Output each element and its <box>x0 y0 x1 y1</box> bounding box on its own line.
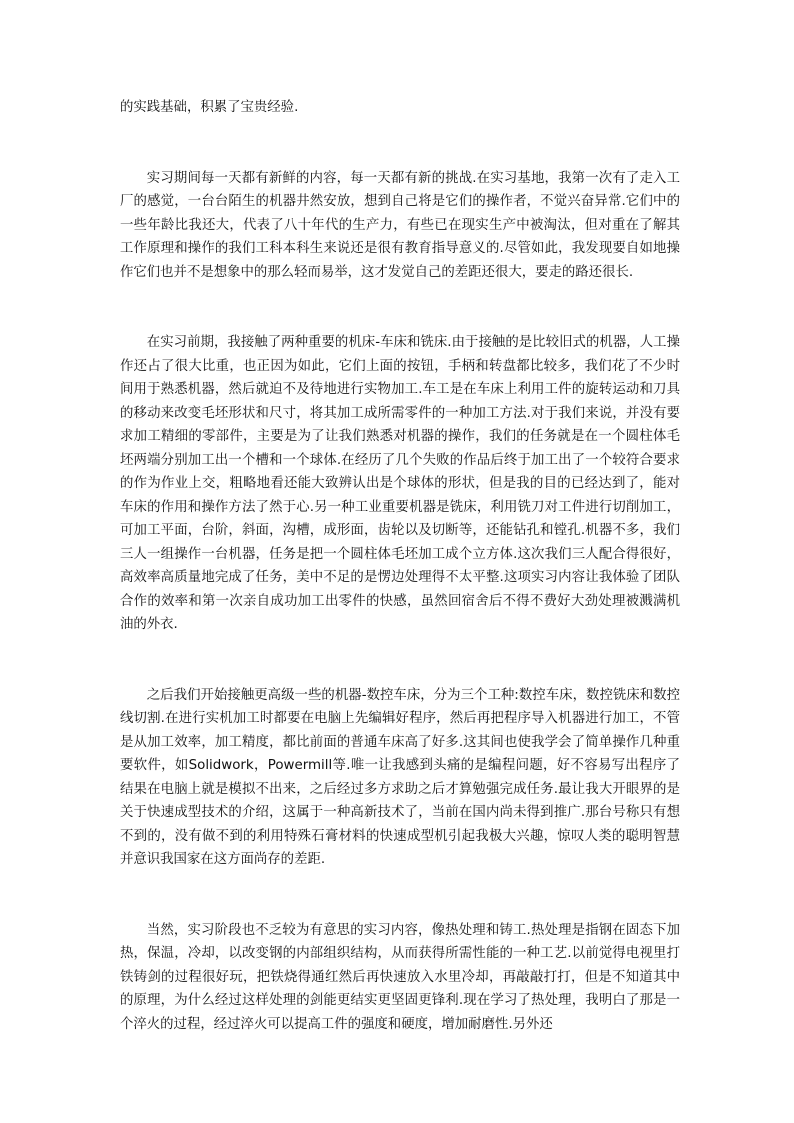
paragraph-1: 的实践基础，积累了宝贵经验. <box>120 100 299 115</box>
paragraph-gap <box>120 872 680 919</box>
paragraph-2: 实习期间每一天都有新鲜的内容，每一天都有新的挑战.在实习基地，我第一次有了走入工厂的感觉，一台台陌生的机器井然安放，想到自己将是它们的操作者，不觉兴奋异常.它们中的一些年龄比我还大，代表了八十年代的生产力，有些已在现实生产中被淘汰，但对重在了解其工作原理和操作的我们工科本科生来说还是很有教育指导意义的.尽管如此，我发现要自如地操作它们也并不是想象中的那么轻而易举，这才发觉自己的差距还很大，要走的路还很长. <box>120 170 680 280</box>
paragraph-3: 在实习前期，我接触了两种重要的机床-车床和铣床.由于接触的是比较旧式的机器，人工操作还占了很大比重，也正因为如此，它们上面的按钮，手柄和转盘都比较多，我们花了不少时间用于熟悉机器，然后就迫不及待地进行实物加工.车工是在车床上利用工件的旋转运动和刀具的移动来改变毛坯形状和尺寸，将其加工成所需零件的一种加工方法.对于我们来说，并没有要求加工精细的零部件，主要是为了让我们熟悉对机器的操作，我们的任务就是在一个圆柱体毛坯两端分别加工出一个槽和一个球体.在经历了几个失败的作品后终于加工出了一个较符合要求的作为作业上交，粗略地看还能大致辨认出是个球体的形状，但是我的目的已经达到了，能对车床的作用和操作方法了然于心.另一种工业重要机器是铣床，利用铣刀对工件进行切削加工，可加工平面，台阶，斜面，沟槽，成形面，齿轮以及切断等，还能钻孔和镗孔.机器不多，我们三人一组操作一台机器，任务是把一个圆柱体毛坯加工成个立方体.这次我们三人配合得很好，高效率高质量地完成了任务，美中不足的是愣边处理得不太平整.这项实习内容让我体验了团队合作的效率和第一次亲自成功加工出零件的快感，虽然回宿舍后不得不费好大劲处理被溅满机油的外衣. <box>120 335 680 632</box>
paragraph-4: 之后我们开始接触更高级一些的机器-数控车床，分为三个工种:数控车床，数控铣床和数控线切割.在进行实机加工时都要在电脑上先编辑好程序，然后再把程序导入机器进行加工，不管是从加工效率，加工精度，都比前面的普通车床高了好多.这其间也使我学会了简单操作几种重要软件，如Solidwork，Powermill等.唯一让我感到头痛的是编程问题，好不容易写出程序了结果在电脑上就是模拟不出来，之后经过多方求助之后才算勉强完成任务.最让我大开眼界的是关于快速成型技术的介绍，这属于一种高新技术了，当前在国内尚未得到推广.那台号称只有想不到的，没有做不到的利用特殊石膏材料的快速成型机引起我极大兴趣，惊叹人类的聪明智慧并意识我国家在这方面尚存的差距. <box>120 687 680 867</box>
paragraph-gap <box>120 120 680 167</box>
document-body <box>120 96 680 1036</box>
paragraph-gap <box>120 637 680 684</box>
paragraph-gap <box>120 284 680 331</box>
paragraph-5: 当然，实习阶段也不乏较为有意思的实习内容，像热处理和铸工.热处理是指钢在固态下加热，保温，冷却，以改变钢的内部组织结构，从而获得所需性能的一种工艺.以前觉得电视里打铁铸剑的过程很好玩，把铁烧得通红然后再快速放入水里冷却，再敲敲打打，但是不知道其中的原理，为什么经过这样处理的剑能更结实更坚固更锋利.现在学习了热处理，我明白了那是一个淬火的过程，经过淬火可以提高工件的强度和硬度，增加耐磨性.另外还 <box>120 922 680 1032</box>
